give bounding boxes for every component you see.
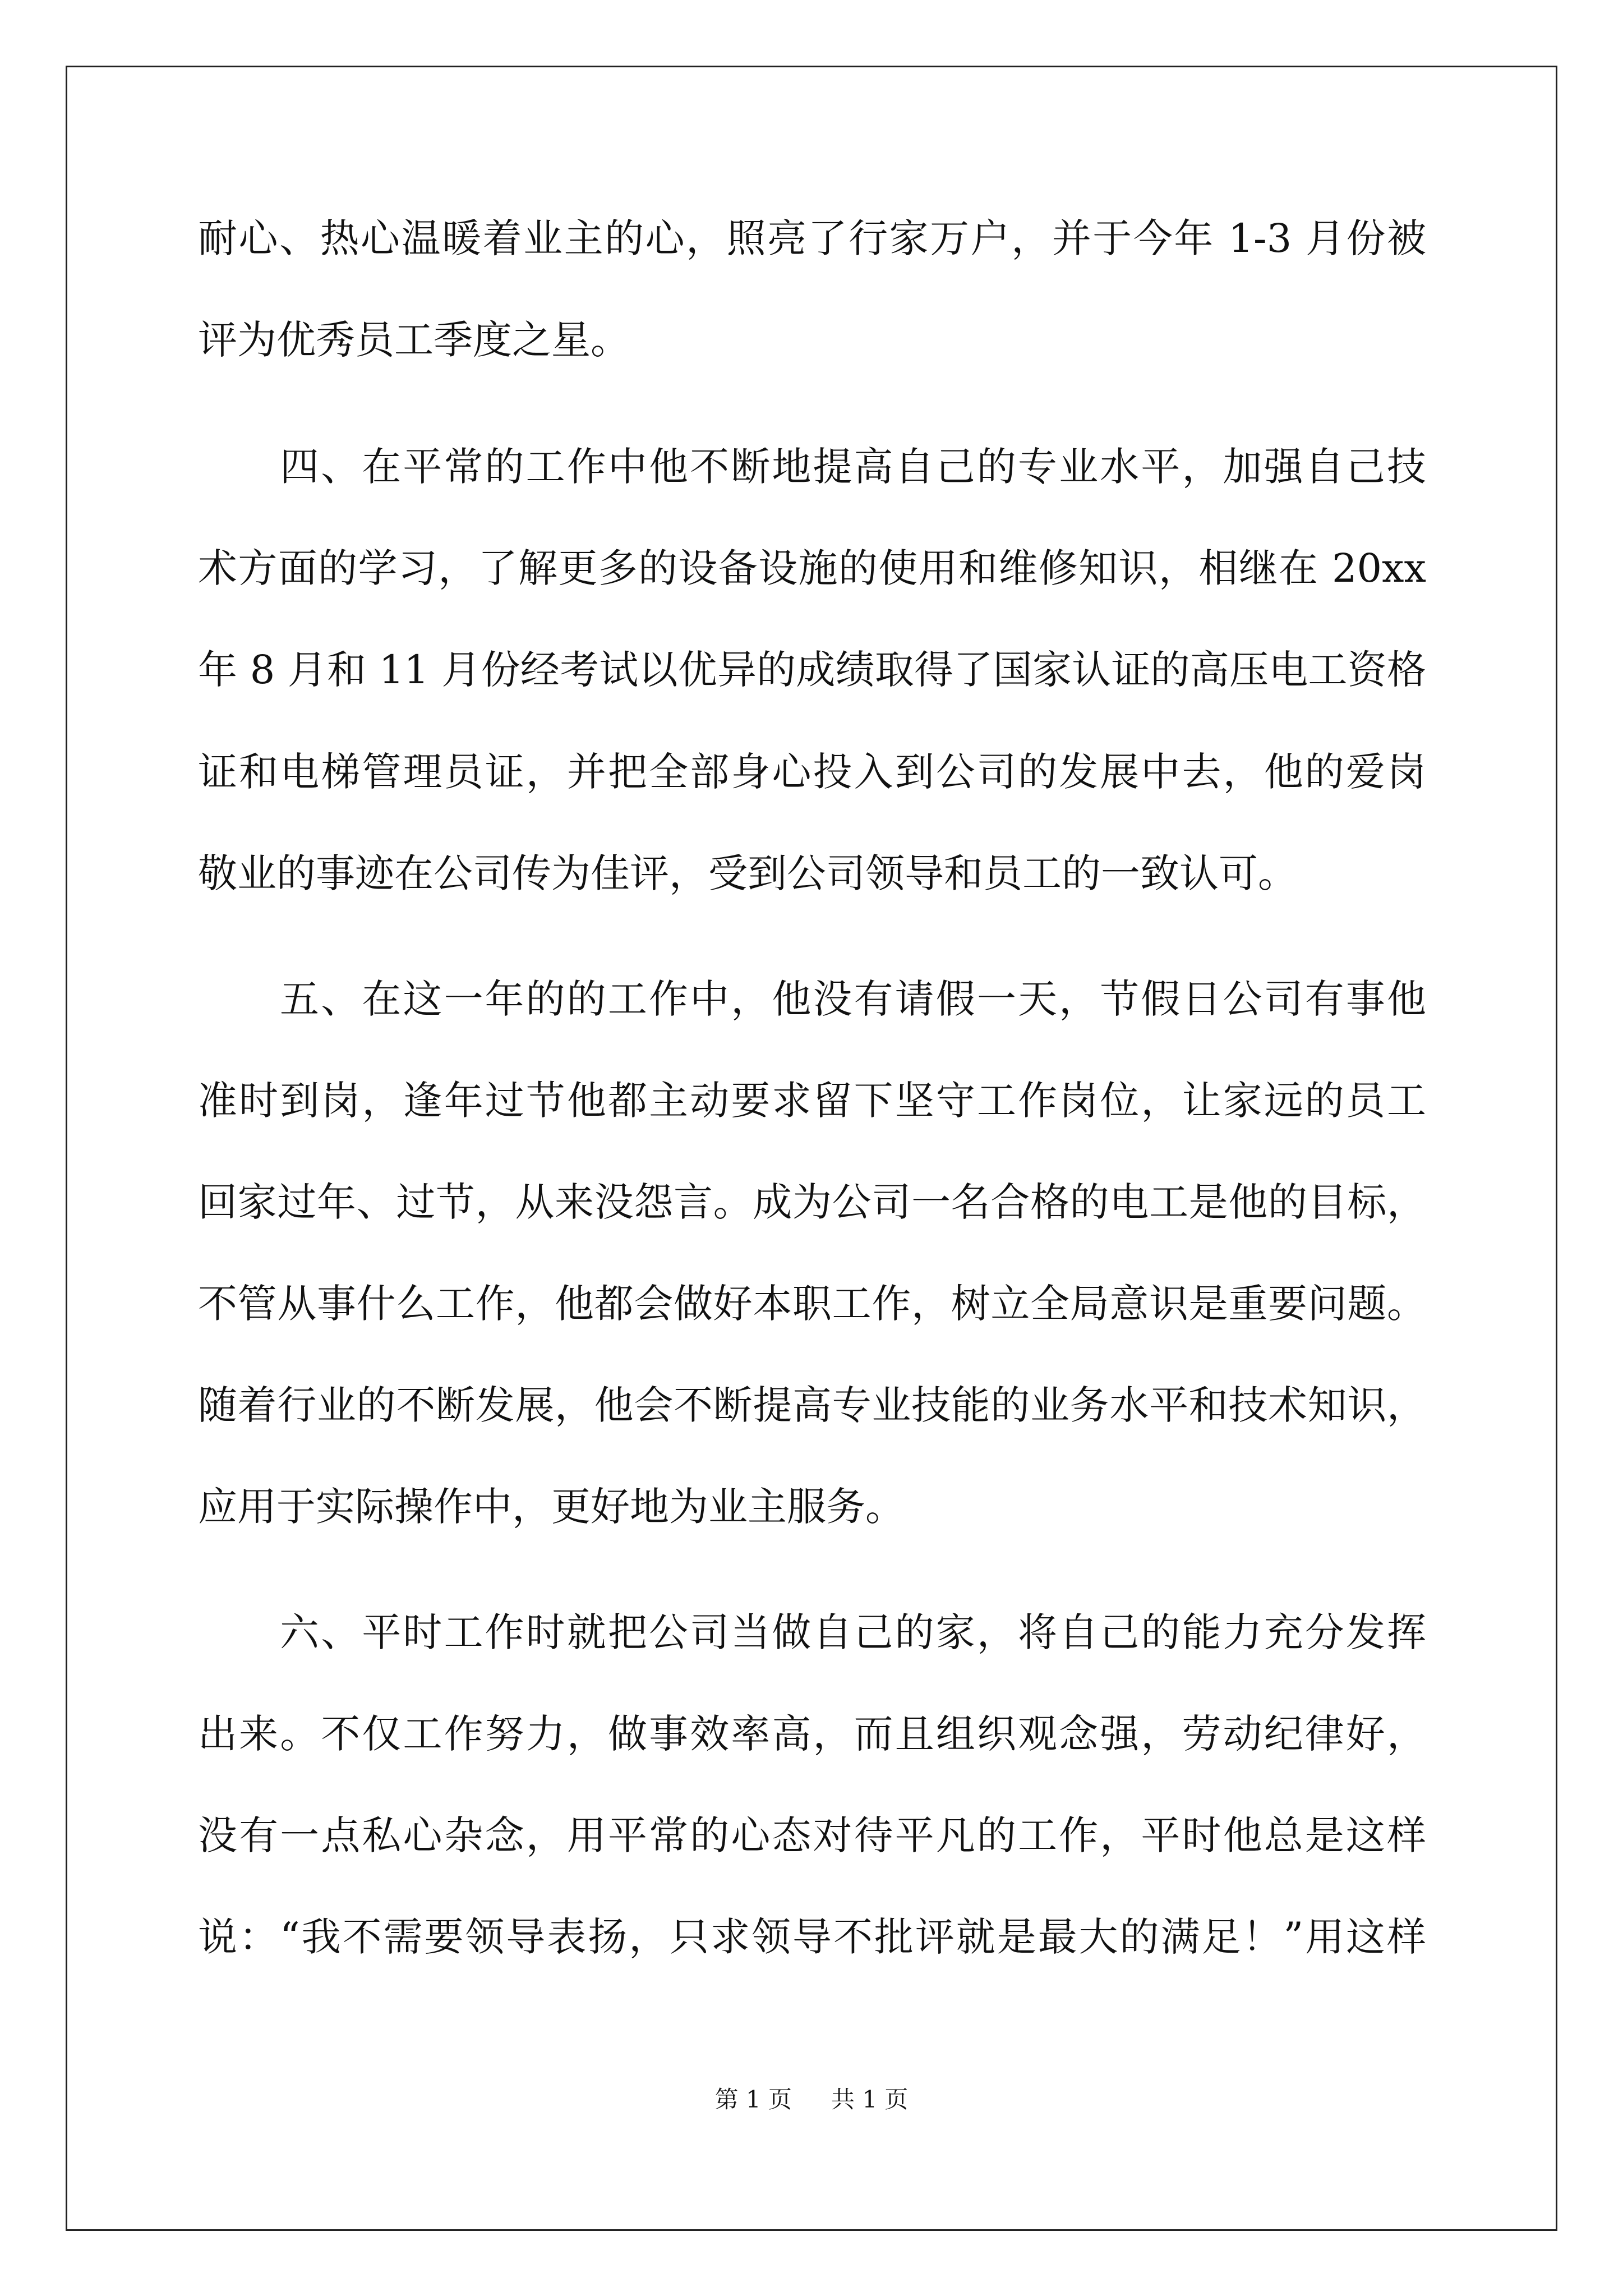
body-line: 四、在平常的工作中他不断地提高自己的专业水平，加强自己技 (280, 444, 1426, 490)
body-line: 出来。不仅工作努力，做事效率高，而且组织观念强，劳动纪律好， (198, 1711, 1426, 1757)
body-line: 应用于实际操作中，更好地为业主服务。 (198, 1484, 905, 1530)
body-line: 说：“我不需要领导表扬，只求领导不批评就是最大的满足！”用这样 (198, 1914, 1426, 1960)
page-number: 第 1 页 (714, 2086, 792, 2113)
body-line: 回家过年、过节，从来没怨言。成为公司一名合格的电工是他的目标， (198, 1179, 1426, 1225)
body-line: 评为优秀员工季度之星。 (198, 317, 630, 363)
body-line: 六、平时工作时就把公司当做自己的家，将自己的能力充分发挥 (280, 1609, 1426, 1655)
body-line: 术方面的学习，了解更多的设备设施的使用和维修知识，相继在 20xx (198, 545, 1426, 591)
body-line: 敬业的事迹在公司传为佳评，受到公司领导和员工的一致认可。 (198, 850, 1297, 896)
page-total: 共 1 页 (831, 2086, 909, 2113)
body-line: 耐心、热心温暖着业主的心，照亮了行家万户，并于今年 1-3 月份被 (198, 215, 1426, 261)
body-line: 没有一点私心杂念，用平常的心态对待平凡的工作，平时他总是这样 (198, 1812, 1426, 1858)
body-line: 五、在这一年的的工作中，他没有请假一天，节假日公司有事他 (280, 976, 1426, 1022)
body-line: 证和电梯管理员证，并把全部身心投入到公司的发展中去，他的爱岗 (198, 749, 1426, 795)
page-footer (0, 2083, 1623, 2116)
body-line: 随着行业的不断发展，他会不断提高专业技能的业务水平和技术知识， (198, 1382, 1426, 1428)
body-line: 年 8 月和 11 月份经考试以优异的成绩取得了国家认证的高压电工资格 (198, 647, 1426, 693)
body-line: 不管从事什么工作，他都会做好本职工作，树立全局意识是重要问题。 (198, 1281, 1426, 1327)
body-line: 准时到岗，逢年过节他都主动要求留下坚守工作岗位，让家远的员工 (198, 1078, 1426, 1124)
